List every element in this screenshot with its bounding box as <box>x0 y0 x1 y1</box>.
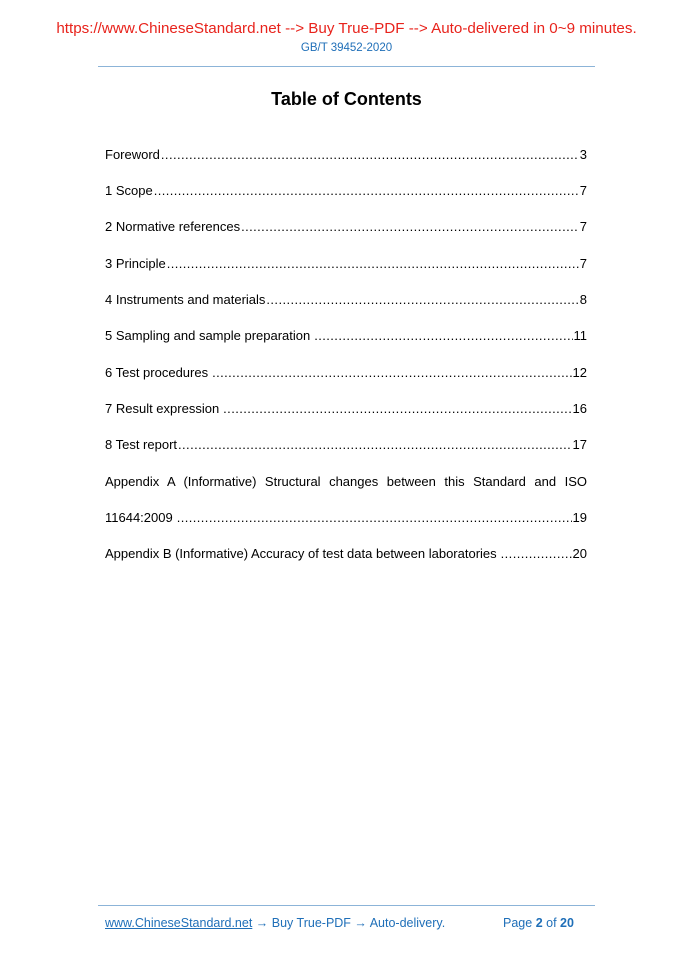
page-current: 2 <box>535 916 543 930</box>
page-total: 20 <box>560 916 574 930</box>
dot-leader <box>212 365 571 381</box>
toc-entry-page: 20 <box>572 546 587 561</box>
toc-entry-label: 6 Test procedures <box>105 365 209 380</box>
dot-leader <box>177 510 572 526</box>
toc-entry-foreword[interactable] <box>105 147 587 163</box>
toc-entry-page: 19 <box>572 510 587 525</box>
toc-entry-page: 8 <box>579 292 587 307</box>
toc-entry-normative-references[interactable] <box>105 219 587 235</box>
toc-entry-label: Foreword <box>105 147 160 162</box>
toc-entry-page: 11 <box>573 328 587 343</box>
toc-entry-label: 5 Sampling and sample preparation <box>105 328 311 343</box>
toc-entry-page: 7 <box>579 183 587 198</box>
dot-leader <box>167 256 579 272</box>
toc-entry-page: 12 <box>572 365 587 380</box>
footer-site-link[interactable]: www.ChineseStandard.net <box>105 916 253 930</box>
toc-entry-label: 11644:2009 <box>105 510 173 525</box>
page-title: Table of Contents <box>271 89 422 109</box>
page-of: of <box>546 916 557 930</box>
toc-entry-page: 7 <box>579 219 587 234</box>
standard-code: GB/T 39452-2020 <box>300 42 393 54</box>
toc-entry-scope[interactable] <box>105 183 587 199</box>
toc-entry-label: 2 Normative references <box>105 219 241 234</box>
toc-entry-appendix-b[interactable] <box>105 546 587 562</box>
toc-entry-test-report[interactable] <box>105 437 587 453</box>
toc-entry-label: 3 Principle <box>105 256 166 271</box>
footer-promo <box>105 916 445 930</box>
toc-entry-principle[interactable] <box>105 256 587 272</box>
toc-entry-page: 17 <box>572 437 587 452</box>
dot-leader <box>223 401 571 417</box>
dot-leader <box>154 183 579 199</box>
toc-entry-label: 4 Instruments and materials <box>105 292 266 307</box>
toc-entry-appendix-a-line2[interactable] <box>105 510 587 526</box>
toc-entry-label: 1 Scope <box>105 183 153 198</box>
dot-leader <box>266 292 578 308</box>
page-prefix: Page <box>503 916 533 930</box>
toc-entry-page: 3 <box>579 147 587 162</box>
toc-entry-page: 16 <box>572 401 587 416</box>
dot-leader <box>161 147 579 163</box>
toc-entry-sampling[interactable] <box>105 328 587 344</box>
toc-entry-label: 7 Result expression <box>105 401 220 416</box>
header-divider <box>98 66 595 67</box>
toc-entry-page: 7 <box>579 256 587 271</box>
dot-leader <box>501 546 572 562</box>
footer-divider <box>98 905 595 906</box>
footer-promo-text: → Buy True-PDF → Auto-delivery. <box>252 916 446 930</box>
toc-entry-label: 8 Test report <box>105 437 178 452</box>
dot-leader <box>314 328 572 344</box>
toc-entry-label: Appendix B (Informative) Accuracy of test data between laboratories <box>105 546 497 561</box>
toc-entry-appendix-a-line1[interactable]: Appendix A (Informative) Structural changes between this Standard and ISO <box>105 474 587 489</box>
page-indicator <box>503 916 574 930</box>
dot-leader <box>178 437 572 453</box>
toc-entry-test-procedures[interactable] <box>105 365 587 381</box>
toc-entry-result-expression[interactable] <box>105 401 587 417</box>
toc-entry-instruments[interactable] <box>105 292 587 308</box>
promo-banner[interactable]: https://www.ChineseStandard.net --> Buy True-PDF --> Auto-delivered in 0~9 minutes. <box>56 20 637 37</box>
dot-leader <box>241 219 579 235</box>
